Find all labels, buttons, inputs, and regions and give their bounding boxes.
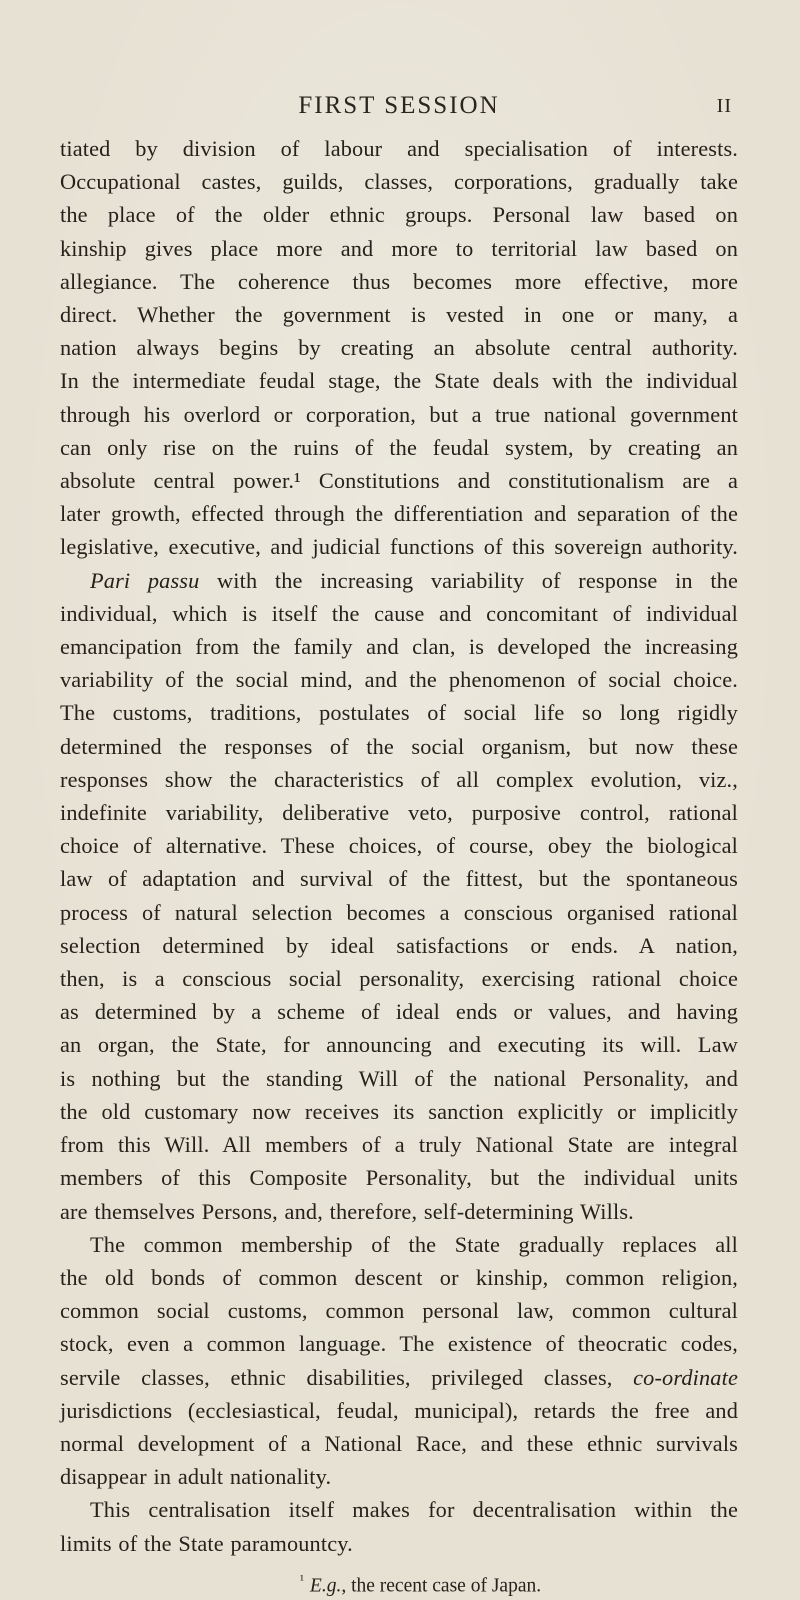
text-line: disappear in adult nationality.	[60, 1464, 332, 1490]
text-line: variability of the social mind, and the phenomenon of social choice.	[60, 667, 738, 693]
text-line: emancipation from the family and clan, is developed the increasing	[60, 634, 738, 660]
text-line: legislative, executive, and judicial functions of this sovereign authority.	[60, 534, 738, 560]
text-line: choice of alternative. These choices, of course, obey the biological	[60, 833, 738, 859]
text-line: determined the responses of the social organism, but now these	[60, 733, 738, 759]
running-title: FIRST SESSION	[298, 92, 500, 119]
text-line: law of adaptation and survival of the fittest, but the spontaneous	[60, 866, 738, 892]
footnote-text: , the recent case of Japan.	[341, 1575, 542, 1597]
text-line: servile classes, ethnic disabilities, privileged classes, co-ordinate	[60, 1364, 738, 1390]
text-line: Occupational castes, guilds, classes, corporations, gradually take	[60, 169, 738, 195]
text-line: This centralisation itself makes for decentralisation within the	[90, 1497, 738, 1523]
text-line: The customs, traditions, postulates of social life so long rigidly	[60, 700, 738, 726]
text-line: then, is a conscious social personality, exercising rational choice	[60, 966, 738, 992]
italic-term: co-ordinate	[633, 1364, 738, 1390]
text-line: is nothing but the standing Will of the national Personality, and	[60, 1065, 738, 1091]
text-line: members of this Composite Personality, but the individual units	[60, 1165, 738, 1191]
text-line: the place of the older ethnic groups. Personal law based on	[60, 202, 738, 228]
text-line: an organ, the State, for announcing and executing its will. Law	[60, 1032, 738, 1058]
text-line: nation always begins by creating an absolute central authority.	[60, 335, 738, 361]
running-head	[60, 86, 738, 126]
footnote-abbrev: E.g.	[309, 1575, 342, 1597]
text-line: process of natural selection becomes a conscious organised rational	[60, 899, 738, 925]
text-line: The common membership of the State gradually replaces all	[90, 1231, 738, 1257]
text-line-italic-start: Pari passu with the increasing variability of response in the	[90, 567, 739, 593]
text-line: tiated by division of labour and specialisation of interests.	[60, 136, 738, 161]
text-line: stock, even a common language. The existence of theocratic codes,	[60, 1331, 738, 1357]
text-line: selection determined by ideal satisfactions or ends. A nation,	[60, 932, 738, 958]
text-line: are themselves Persons, and, therefore, self-determining Wills.	[60, 1198, 634, 1224]
body-text	[60, 132, 738, 1560]
italic-phrase: Pari passu	[90, 567, 200, 593]
text-line: indefinite variability, deliberative veto, purposive control, rational	[60, 800, 738, 826]
text-line: later growth, effected through the differentiation and separation of the	[60, 501, 738, 527]
page-number: II	[716, 95, 732, 117]
text-line: as determined by a scheme of ideal ends or values, and having	[60, 999, 738, 1025]
text-line: the old customary now receives its sanction explicitly or implicitly	[60, 1098, 738, 1124]
text-line: kinship gives place more and more to territorial law based on	[60, 235, 738, 261]
text-line: responses show the characteristics of all complex evolution, viz.,	[60, 766, 738, 792]
text-line: individual, which is itself the cause and concomitant of individual	[60, 600, 738, 626]
text-line: limits of the State paramountcy.	[60, 1530, 353, 1556]
text-line: In the intermediate feudal stage, the State deals with the individual	[60, 368, 738, 394]
footnote	[60, 1566, 738, 1600]
text-line: common social customs, common personal law, common cultural	[60, 1298, 738, 1324]
text-line: jurisdictions (ecclesiastical, feudal, municipal), retards the free and	[60, 1397, 738, 1423]
text-line: from this Will. All members of a truly National State are integral	[60, 1132, 738, 1158]
text-line: direct. Whether the government is vested in one or many, a	[60, 302, 738, 328]
text-line: normal development of a National Race, and these ethnic survivals	[60, 1430, 738, 1456]
text-line: absolute central power.¹ Constitutions and constitutionalism are a	[60, 468, 738, 494]
text-line: through his overlord or corporation, but a true national government	[60, 401, 738, 427]
text-line: the old bonds of common descent or kinship, common religion,	[60, 1264, 738, 1290]
footnote-marker: ¹	[300, 1571, 304, 1587]
text-line: can only rise on the ruins of the feudal system, by creating an	[60, 434, 738, 460]
text-line: allegiance. The coherence thus becomes more effective, more	[60, 268, 738, 294]
